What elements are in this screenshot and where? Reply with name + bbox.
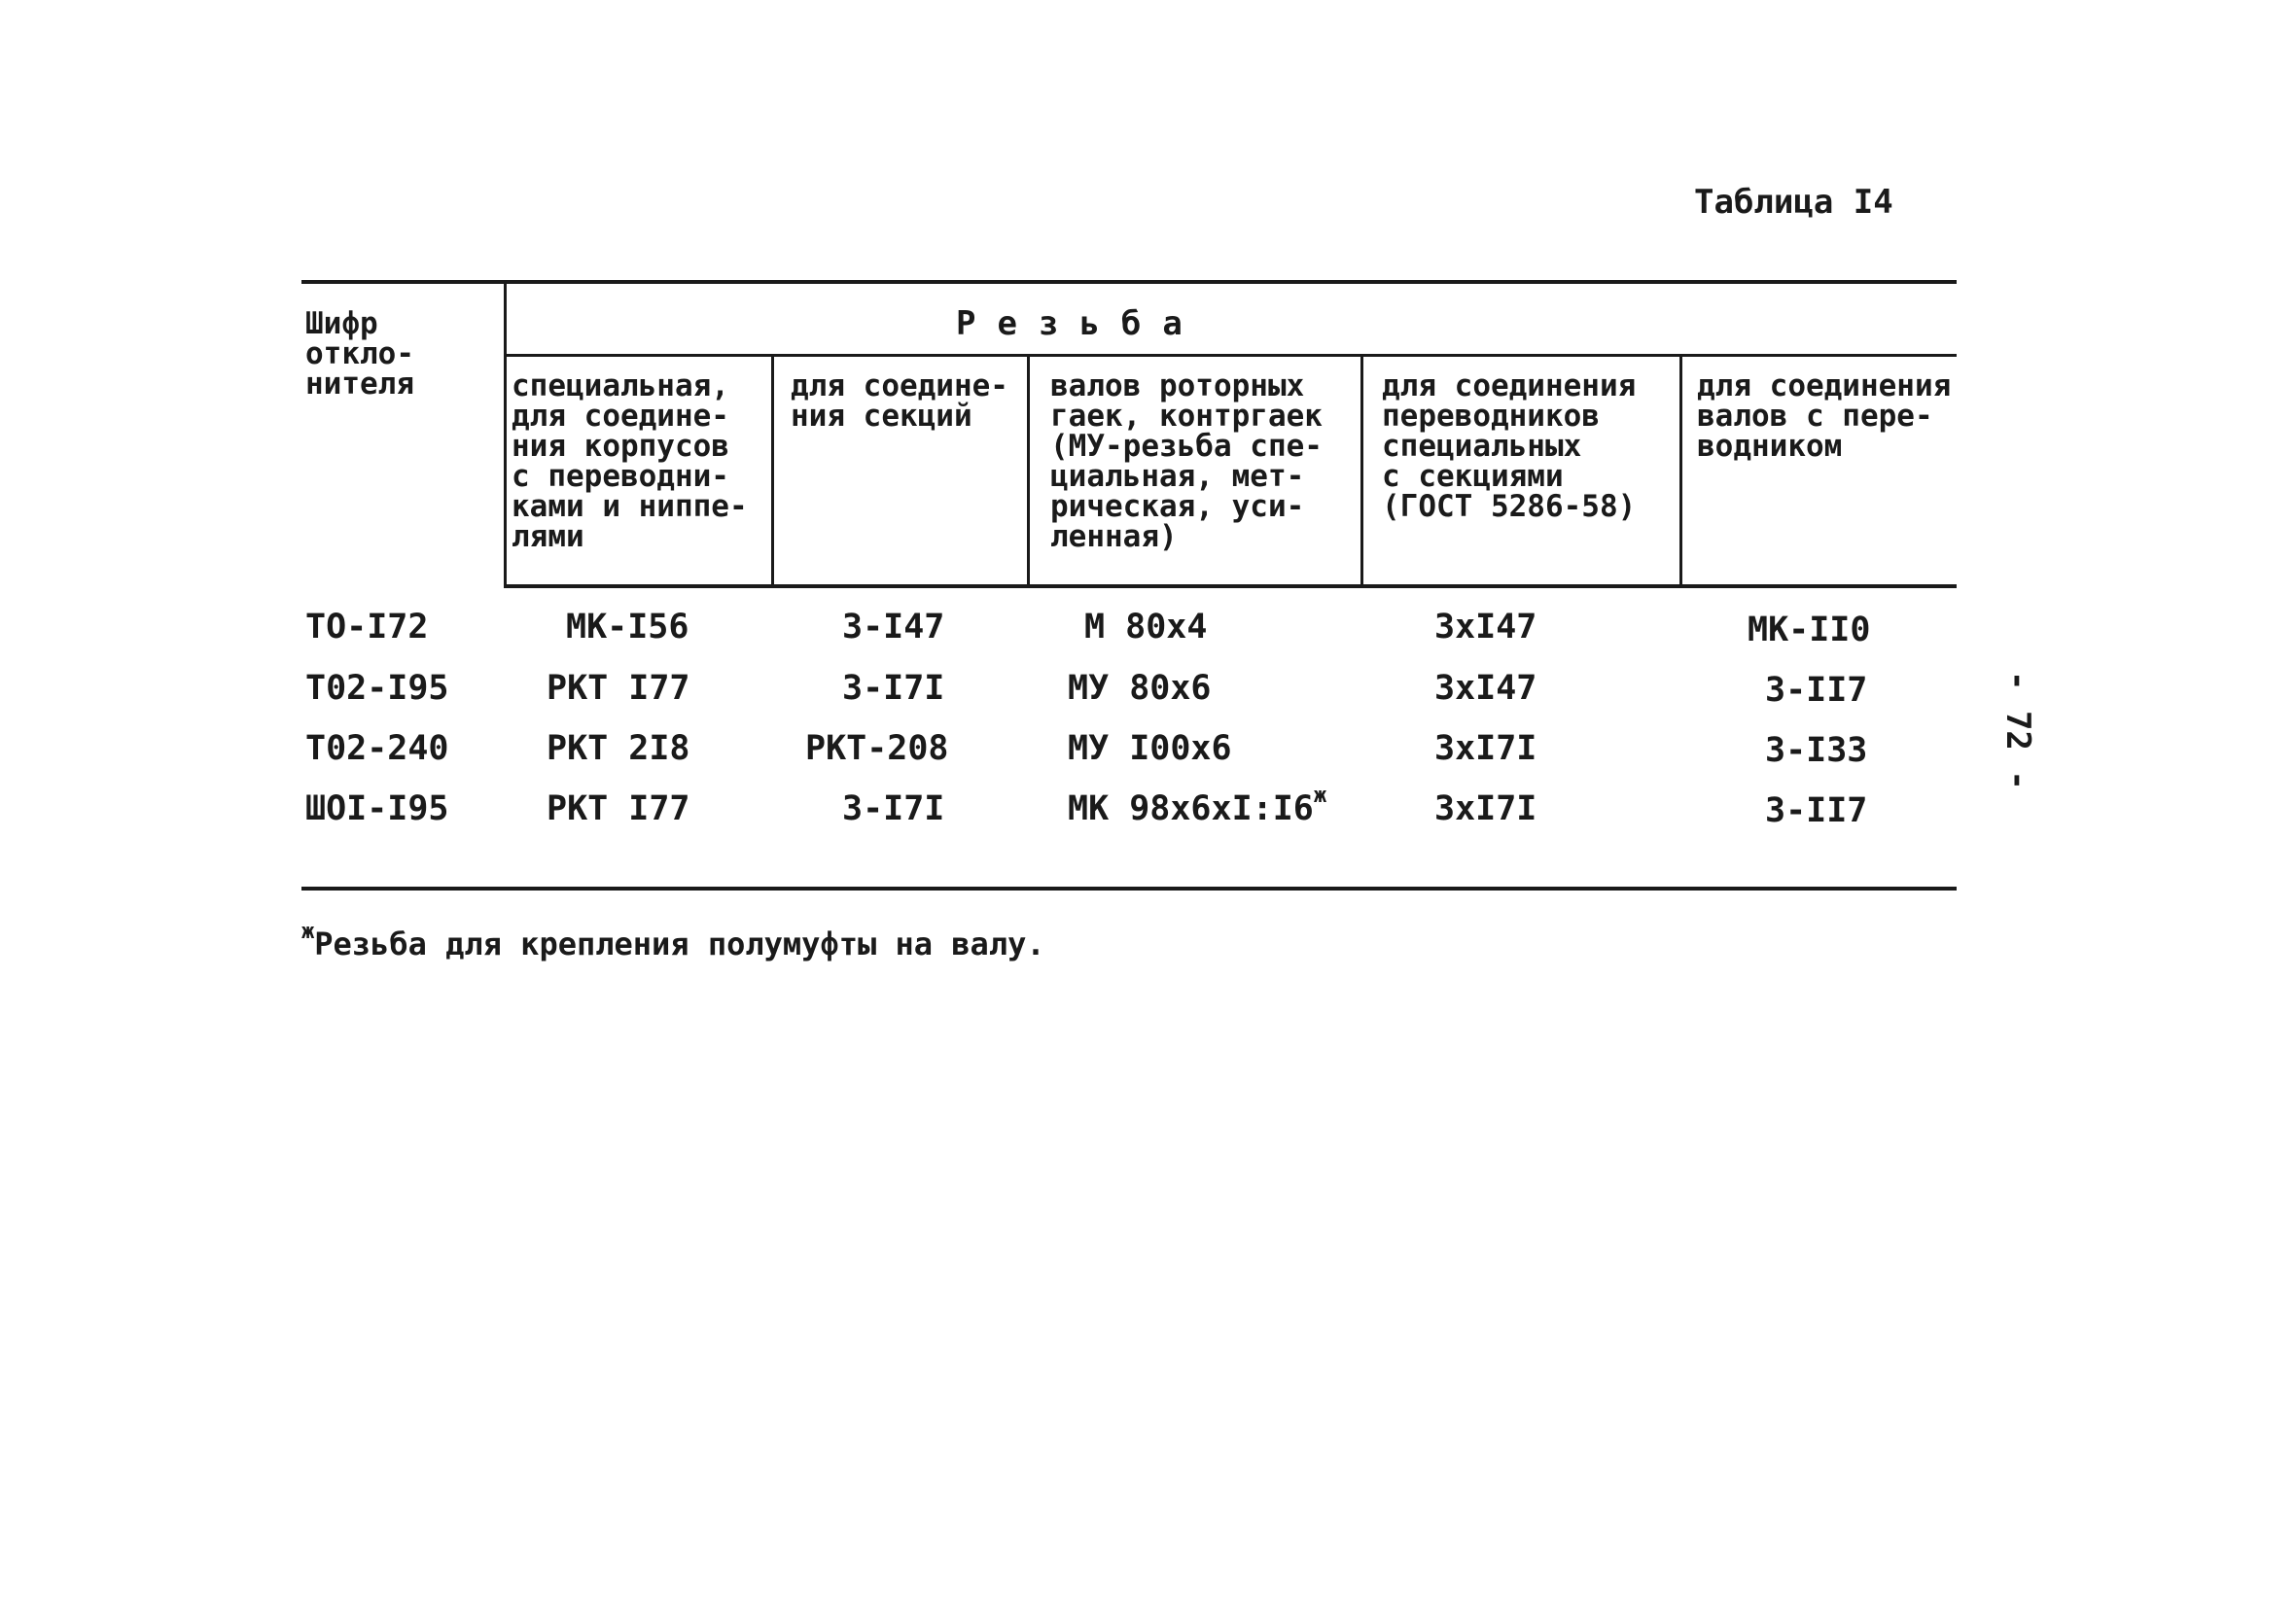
row1-shaft-adapter: МК-II0 xyxy=(1748,611,1871,649)
column-divider-4 xyxy=(1360,354,1363,585)
row2-rotor-shafts: МУ 80х6 xyxy=(1068,669,1212,708)
row2-special: РКТ I77 xyxy=(547,669,690,708)
column-divider-3 xyxy=(1027,354,1030,585)
footnote-text: Резьба для крепления полумуфты на валу. xyxy=(314,926,1045,962)
header-cipher: Шифр откло- нителя xyxy=(305,306,414,402)
row3-cipher: Т02-240 xyxy=(305,729,449,768)
table-caption: Таблица I4 xyxy=(1694,183,1893,222)
page-number: - 72 - xyxy=(1998,671,2037,790)
row1-sections: 3-I47 xyxy=(842,608,945,647)
row4-special: РКТ I77 xyxy=(547,789,690,828)
row4-adapters: 3хI7I xyxy=(1434,789,1537,828)
header-col-sections: для соедине- ния секций xyxy=(791,368,1008,434)
header-group-thread: Резьба xyxy=(956,304,1204,343)
row1-cipher: ТО-I72 xyxy=(305,608,429,647)
row1-special: МК-I56 xyxy=(566,608,689,647)
group-header-rule xyxy=(504,354,1957,357)
column-divider-1 xyxy=(504,280,507,585)
row3-sections: РКТ-208 xyxy=(805,729,949,768)
row3-special: РКТ 2I8 xyxy=(547,729,690,768)
header-col-adapters: для соединения переводников специальных с секциями (ГОСТ 5286-58) xyxy=(1382,368,1637,524)
row1-rotor-shafts: М 80х4 xyxy=(1084,608,1208,647)
header-col-special: специальная, для соедине- ния корпусов с переводни- ками и ниппе- лями xyxy=(512,368,748,554)
row1-adapters: 3хI47 xyxy=(1434,608,1537,647)
row3-adapters: 3хI7I xyxy=(1434,729,1537,768)
header-col-rotor-shafts: валов роторных гаек, контргаек (МУ-резьба спе- циальная, мет- рическая, уси- ленная) xyxy=(1050,368,1323,554)
table-bottom-rule xyxy=(301,887,1957,891)
row3-shaft-adapter: 3-I33 xyxy=(1765,731,1868,770)
header-bottom-rule xyxy=(504,584,1957,588)
column-divider-2 xyxy=(771,354,774,585)
footnote xyxy=(301,920,1045,962)
row2-shaft-adapter: 3-II7 xyxy=(1765,671,1868,710)
row4-cipher: ШОI-I95 xyxy=(305,789,449,828)
footnote-reference-mark: ж xyxy=(1313,784,1327,808)
row4-shaft-adapter: 3-II7 xyxy=(1765,791,1868,830)
header-col-shaft-adapter: для соединения валов с пере- водником xyxy=(1697,368,1952,464)
table-top-rule xyxy=(301,280,1957,284)
row2-adapters: 3хI47 xyxy=(1434,669,1537,708)
row4-sections: 3-I7I xyxy=(842,789,945,828)
row4-rotor-shafts xyxy=(1068,784,1327,828)
row3-rotor-shafts: МУ I00х6 xyxy=(1068,729,1232,768)
footnote-mark: ж xyxy=(301,920,315,944)
column-divider-5 xyxy=(1679,354,1682,585)
row4-rotor-shafts-value: МК 98х6хI:I6 xyxy=(1068,789,1314,828)
row2-cipher: Т02-I95 xyxy=(305,669,449,708)
row2-sections: 3-I7I xyxy=(842,669,945,708)
